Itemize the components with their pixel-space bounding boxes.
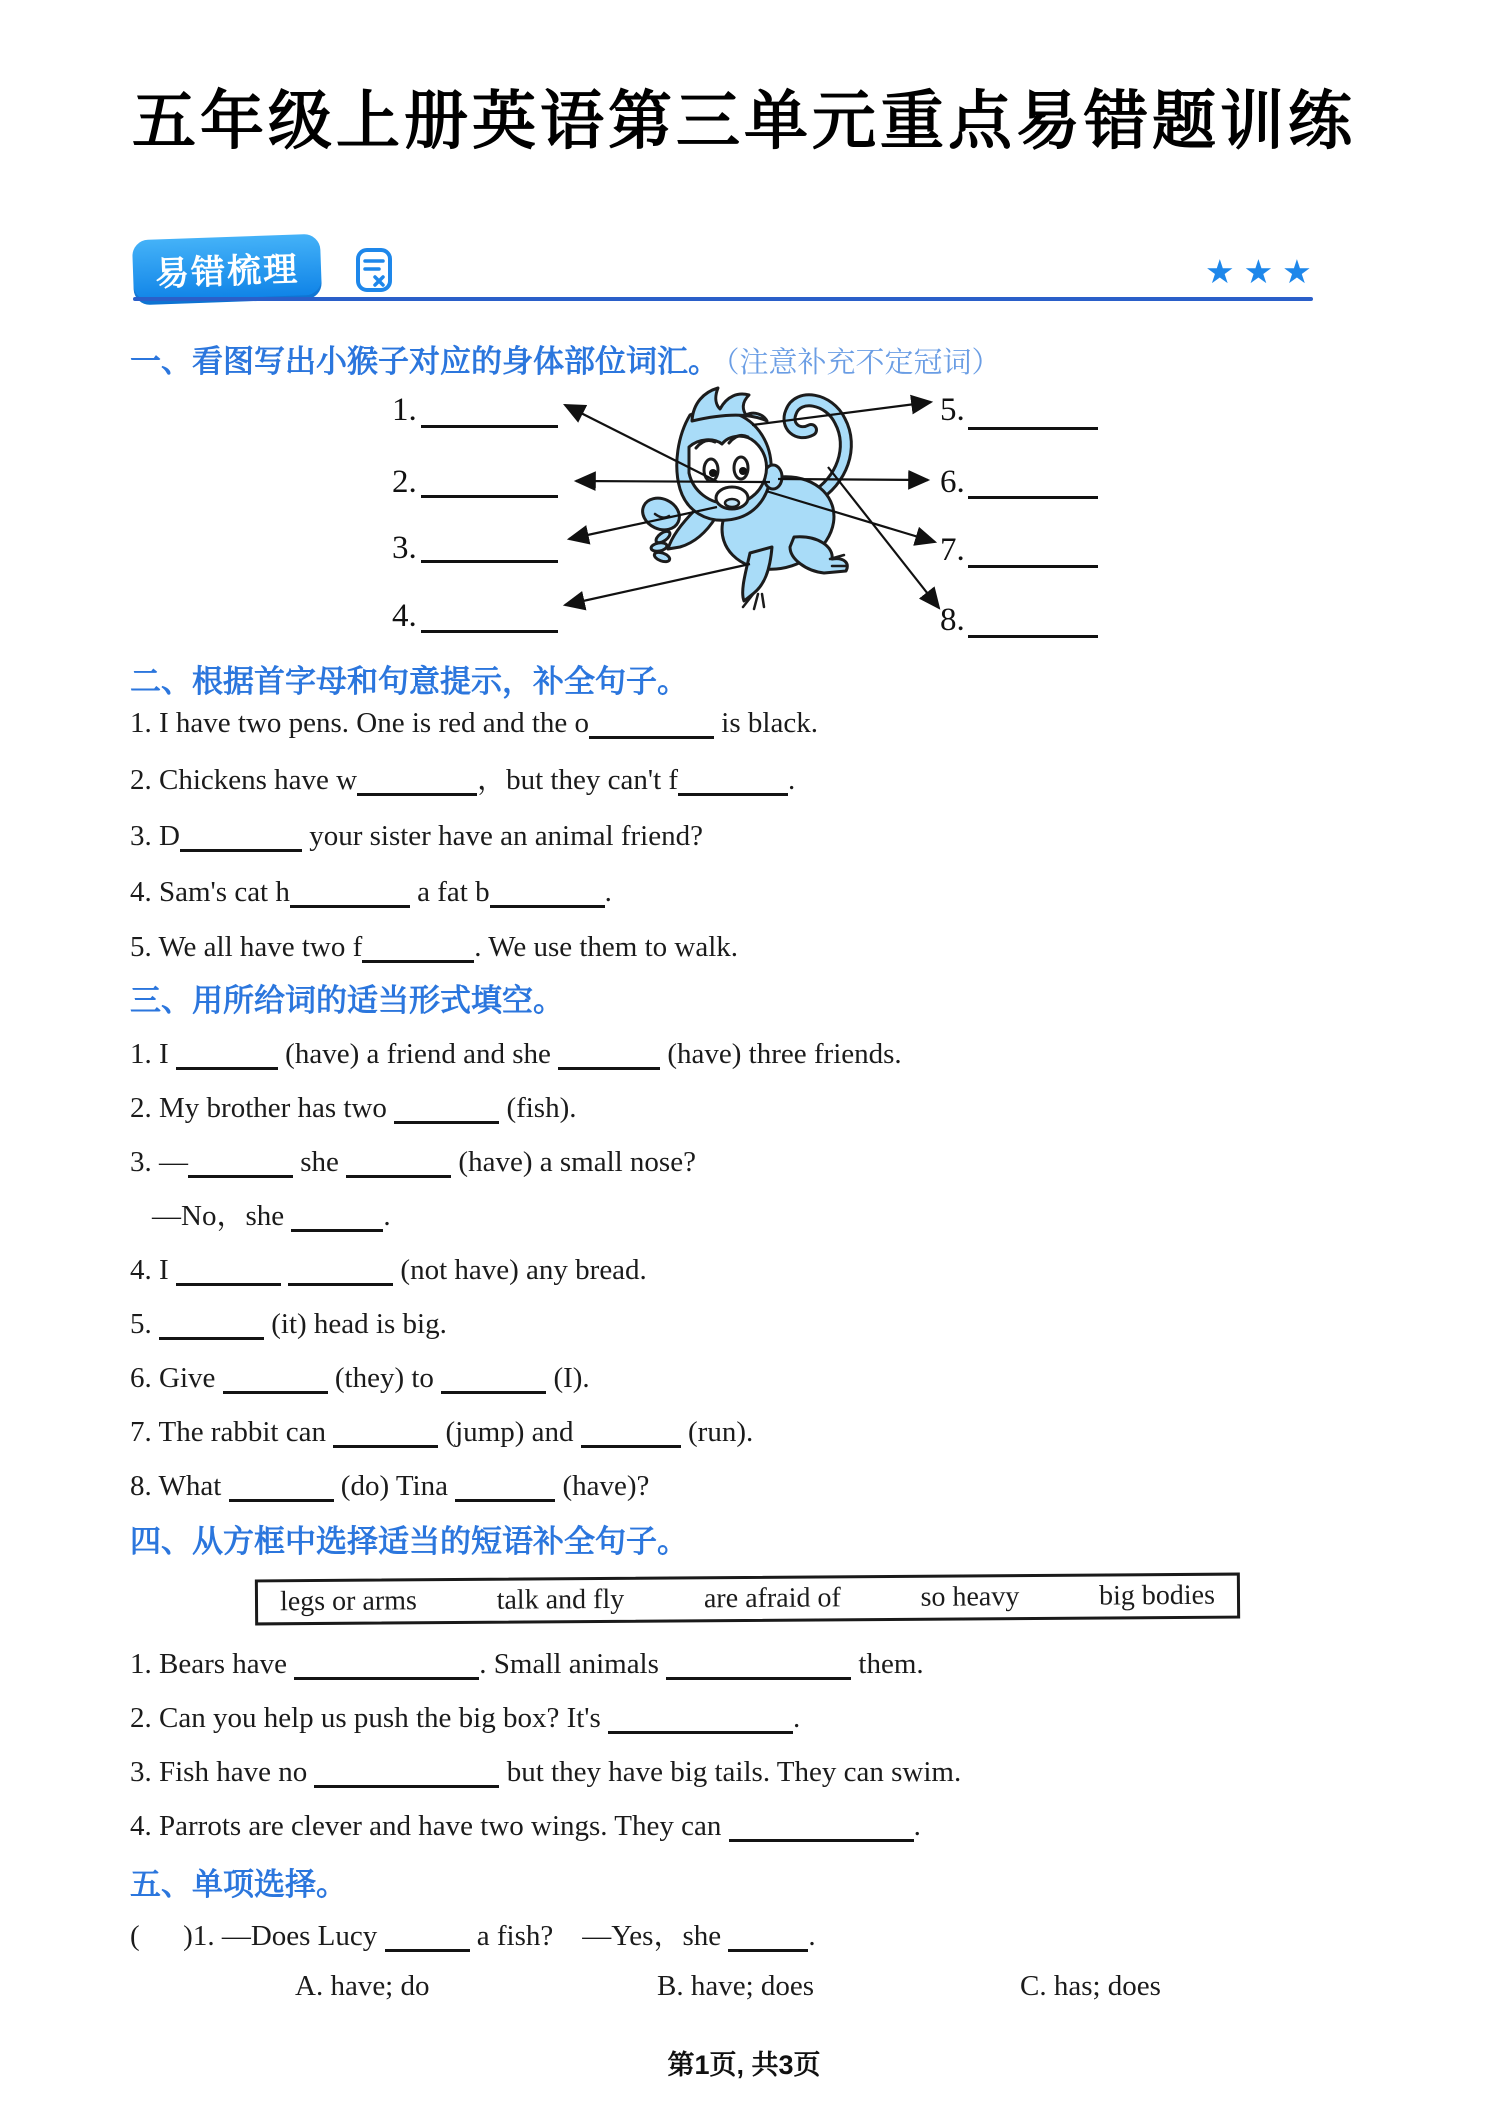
figure-label-7: 7.: [940, 532, 965, 568]
question-text: 5. We all have two f: [130, 931, 363, 963]
question-text: 8. What: [130, 1470, 229, 1502]
s3-q4: [130, 1252, 647, 1288]
question-text: 4. Sam's cat h: [130, 876, 290, 908]
question-text: (have) a small nose?: [451, 1146, 696, 1178]
phrase-item: are afraid of: [703, 1582, 841, 1615]
page-number: 第1页, 共3页: [667, 2050, 821, 2080]
monkey: [637, 388, 847, 609]
s4-q2: [130, 1700, 800, 1736]
question-text: them.: [851, 1648, 924, 1680]
fill-in-blank: [176, 1038, 278, 1070]
question-text: (have) a friend and she: [277, 1038, 559, 1070]
question-text: 5.: [130, 1308, 159, 1340]
question-text: (run).: [680, 1416, 754, 1448]
phrase-box: [255, 1573, 1240, 1626]
s4-q4: [130, 1808, 921, 1844]
figure-label-8: 8.: [940, 602, 965, 638]
fill-in-blank: [729, 1810, 914, 1842]
fill-in-blank: [608, 1702, 793, 1734]
s2-q3: [130, 818, 703, 854]
fill-in-blank: [288, 1254, 393, 1286]
fill-in-blank: [728, 1920, 808, 1952]
topic-badge-label: 易错梳理: [154, 250, 300, 294]
fill-in-blank: [180, 820, 302, 852]
question-text: 1. I: [130, 1038, 176, 1070]
s2-q5: [130, 929, 738, 965]
question-text: .: [383, 1200, 391, 1232]
question-text: .: [604, 876, 612, 908]
phrase-item: big bodies: [1098, 1579, 1216, 1612]
fill-in-blank: [490, 876, 605, 908]
figure-label-2: 2.: [392, 464, 417, 500]
fill-in-blank: [294, 1648, 479, 1680]
section4-heading: 四、从方框中选择适当的短语补全句子。: [130, 1524, 688, 1559]
s4-q3: [130, 1754, 961, 1790]
s3-q1: [130, 1036, 902, 1072]
question-text: 1. I have two pens. One is red and the o: [130, 707, 590, 739]
s2-q2: [130, 762, 795, 798]
question-text: .: [808, 1920, 816, 1952]
question-text: is black.: [714, 707, 818, 739]
fill-in-blank: [385, 1920, 470, 1952]
question-text: your sister have an animal friend?: [301, 820, 703, 852]
question-text: 2. My brother has two: [130, 1092, 395, 1124]
fill-in-blank: [581, 1416, 681, 1448]
figure-blank-1: [421, 425, 558, 428]
phrase-item: talk and fly: [496, 1583, 625, 1616]
difficulty-stars: ★★★: [1205, 252, 1321, 291]
fill-in-blank: [229, 1470, 334, 1502]
question-text: (have)?: [555, 1470, 650, 1502]
question-text: (it) head is big.: [264, 1308, 447, 1340]
section5-heading: 五、单项选择。: [130, 1867, 347, 1902]
question-text: 2. Can you help us push the big box? It's: [130, 1702, 609, 1734]
section3-heading: 三、用所给词的适当形式填空。: [130, 983, 564, 1018]
question-text: 6. Give: [130, 1362, 223, 1394]
s3-q2: [130, 1090, 577, 1126]
question-text: —No，she: [152, 1200, 292, 1232]
figure-blank-3: [421, 560, 558, 563]
monkey-illustration: [130, 385, 1370, 655]
fill-in-blank: [333, 1416, 438, 1448]
question-text: (do) Tina: [333, 1470, 456, 1502]
fill-in-blank: [558, 1038, 660, 1070]
s3-q3: [130, 1144, 696, 1180]
s2-q1: [130, 705, 818, 741]
fill-in-blank: [455, 1470, 555, 1502]
question-text: 3. —: [130, 1146, 188, 1178]
question-text: .: [793, 1702, 801, 1734]
fill-in-blank: [314, 1756, 499, 1788]
question-text: . We use them to walk.: [474, 931, 739, 963]
figure-label-1: 1.: [392, 392, 417, 428]
question-text: 2. Chickens have w: [130, 764, 358, 796]
fill-in-blank: [188, 1146, 293, 1178]
section1-heading: 一、看图写出小猴子对应的身体部位词汇。 （注意补充不定冠词）: [130, 344, 1001, 379]
figure-blank-2: [421, 495, 558, 498]
s3-q8: [130, 1468, 649, 1504]
fill-in-blank: [394, 1092, 499, 1124]
s5-q1-option-b: B. have; does: [657, 1970, 815, 2002]
figure-blank-5: [968, 427, 1098, 430]
s4-q1: [130, 1646, 924, 1682]
figure-blank-6: [968, 496, 1098, 499]
fill-in-blank: [176, 1254, 281, 1286]
question-text: (not have) any bread.: [393, 1254, 647, 1286]
s3-q3-answer: [152, 1198, 391, 1234]
section2-heading: 二、根据首字母和句意提示，补全句子。: [130, 664, 688, 699]
question-text: but they have big tails. They can swim.: [499, 1756, 962, 1788]
question-text: 3. D: [130, 820, 180, 852]
s3-q7: [130, 1414, 753, 1450]
question-text: .: [913, 1810, 921, 1842]
question-text: 4. Parrots are clever and have two wings. They can: [130, 1810, 729, 1842]
fill-in-blank: [159, 1308, 264, 1340]
fill-in-blank: [589, 707, 714, 739]
question-text: .: [788, 764, 796, 796]
question-text: 3. Fish have no: [130, 1756, 315, 1788]
s5-q1-option-a: A. have; do: [295, 1970, 430, 2002]
question-text: (have) three friends.: [660, 1038, 902, 1070]
question-text: (jump) and: [438, 1416, 581, 1448]
note-icon: [354, 246, 394, 294]
fill-in-blank: [357, 764, 477, 796]
question-text: ( )1. —Does Lucy: [130, 1920, 385, 1952]
question-text: 1. Bears have: [130, 1648, 295, 1680]
fill-in-blank: [678, 764, 788, 796]
fill-in-blank: [223, 1362, 328, 1394]
fill-in-blank: [362, 931, 474, 963]
figure-blank-4: [421, 630, 558, 633]
question-text: she: [293, 1146, 347, 1178]
s5-q1: [130, 1918, 816, 1954]
figure-label-4: 4.: [392, 598, 417, 634]
fill-in-blank: [346, 1146, 451, 1178]
figure-blank-8: [968, 635, 1098, 638]
phrase-item: so heavy: [920, 1581, 1020, 1613]
question-text: (fish).: [499, 1092, 577, 1124]
question-text: 4. I: [130, 1254, 176, 1286]
figure-label-3: 3.: [392, 530, 417, 566]
section1-note: （注意补充不定冠词）: [725, 347, 1001, 379]
question-text: a fat b: [409, 876, 490, 908]
question-text: (they) to: [327, 1362, 442, 1394]
question-text: 7. The rabbit can: [130, 1416, 334, 1448]
fill-in-blank: [291, 1200, 383, 1232]
s3-q5: [130, 1306, 447, 1342]
question-text: [281, 1254, 288, 1286]
figure-label-5: 5.: [940, 392, 965, 428]
s5-q1-option-c: C. has; does: [1020, 1970, 1161, 2002]
figure-label-6: 6.: [940, 464, 965, 500]
topic-badge: [132, 234, 322, 306]
header-rule: [133, 297, 1313, 301]
question-text: . Small animals: [479, 1648, 667, 1680]
question-text: (I).: [546, 1362, 590, 1394]
fill-in-blank: [441, 1362, 546, 1394]
figure-blank-7: [968, 565, 1098, 568]
s2-q4: [130, 874, 612, 910]
question-text: a fish? —Yes，she: [469, 1920, 729, 1952]
question-text: ，but they can't f: [477, 764, 679, 796]
monkey-figure: [130, 385, 1370, 655]
s3-q6: [130, 1360, 590, 1396]
page-title: 五年级上册英语第三单元重点易错题训练: [132, 85, 1356, 157]
phrase-item: legs or arms: [279, 1585, 417, 1618]
fill-in-blank: [290, 876, 410, 908]
fill-in-blank: [666, 1648, 851, 1680]
